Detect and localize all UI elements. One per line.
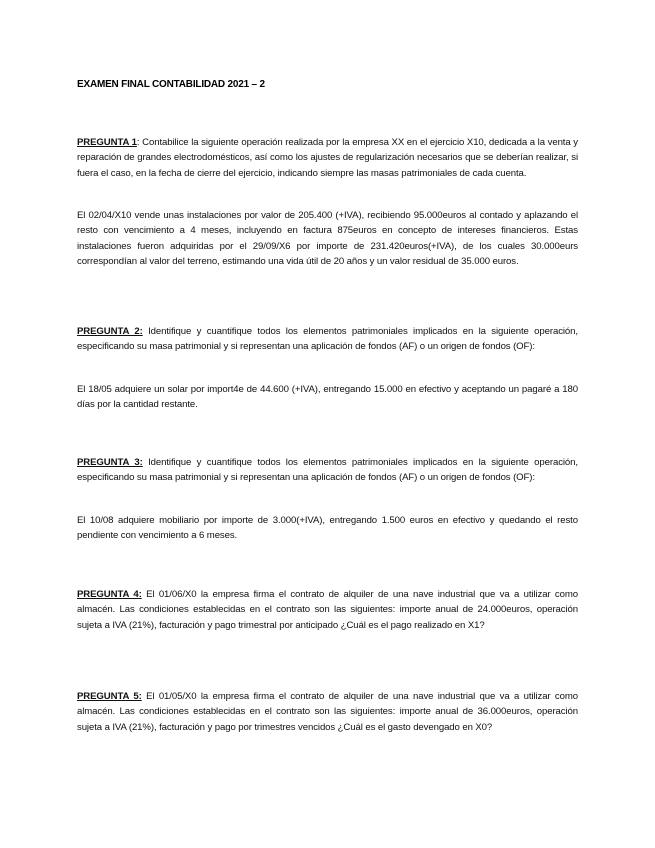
question-1-label: PREGUNTA 1 <box>77 137 137 148</box>
question-5-statement: PREGUNTA 5: El 01/05/X0 la empresa firma el contrato de alquiler de una nave industrial que va a utilizar como almacén. Las condiciones establecidas en el contrato son las siguientes: importe anual de 36.000euros, operación sujeta a IVA (21%), facturación y pago por trimestres vencidos ¿Cuál es el gasto devengado en X0? <box>77 691 578 733</box>
question-3-case: El 10/08 adquiere mobiliario por importe de 3.000(+IVA), entregando 1.500 euros en efectivo y quedando el resto pendiente con vencimiento a 6 meses. <box>77 515 578 542</box>
exam-title: EXAMEN FINAL CONTABILIDAD 2021 – 2 <box>77 79 265 90</box>
question-3-label: PREGUNTA 3: <box>77 457 143 468</box>
question-1-case: El 02/04/X10 vende unas instalaciones por valor de 205.400 (+IVA), recibiendo 95.000euros al contado y aplazando el resto con vencimiento a 4 meses, incluyendo en factura 875euros en concepto de intereses financieros. Estas instalaciones fueron adquiridas por el 29/09/X6 por importe de 231.420euros(+IVA), de los cuales 30.000eurs correspondían al valor del terreno, estimando una vida útil de 20 años y un valor residual de 35.000 euros. <box>77 210 578 268</box>
question-5-label: PREGUNTA 5: <box>77 691 142 702</box>
question-2-case: El 18/05 adquiere un solar por import4e de 44.600 (+IVA), entregando 15.000 en efectivo y aceptando un pagaré a 180 días por la cantidad restante. <box>77 384 578 411</box>
question-2-statement: PREGUNTA 2: Identifique y cuantifique todos los elementos patrimoniales implicados en la siguiente operación, especificando su masa patrimonial y si representan una aplicación de fondos (AF) o un origen de fondos (OF): <box>77 326 578 353</box>
question-1-statement: PREGUNTA 1: Contabilice la siguiente operación realizada por la empresa XX en el ejercicio X10, dedicada a la venta y reparación de grandes electrodomésticos, así como los ajustes de regularización necesarios que se deberían realizar, si fuera el caso, en la fecha de cierre del ejercicio, indicando siempre las masas patrimoniales de cada cuenta. <box>77 137 578 179</box>
question-4-label: PREGUNTA 4: <box>77 589 142 600</box>
question-3-statement: PREGUNTA 3: Identifique y cuantifique todos los elementos patrimoniales implicados en la siguiente operación, especificando su masa patrimonial y si representan una aplicación de fondos (AF) o un origen de fondos (OF): <box>77 457 578 484</box>
question-4-statement: PREGUNTA 4: El 01/06/X0 la empresa firma el contrato de alquiler de una nave industrial que va a utilizar como almacén. Las condiciones establecidas en el contrato son las siguientes: importe anual de 24.000euros, operación sujeta a IVA (21%), facturación y pago trimestral por anticipado ¿Cuál es el pago realizado en X1? <box>77 589 578 631</box>
question-2-label: PREGUNTA 2: <box>77 326 143 337</box>
